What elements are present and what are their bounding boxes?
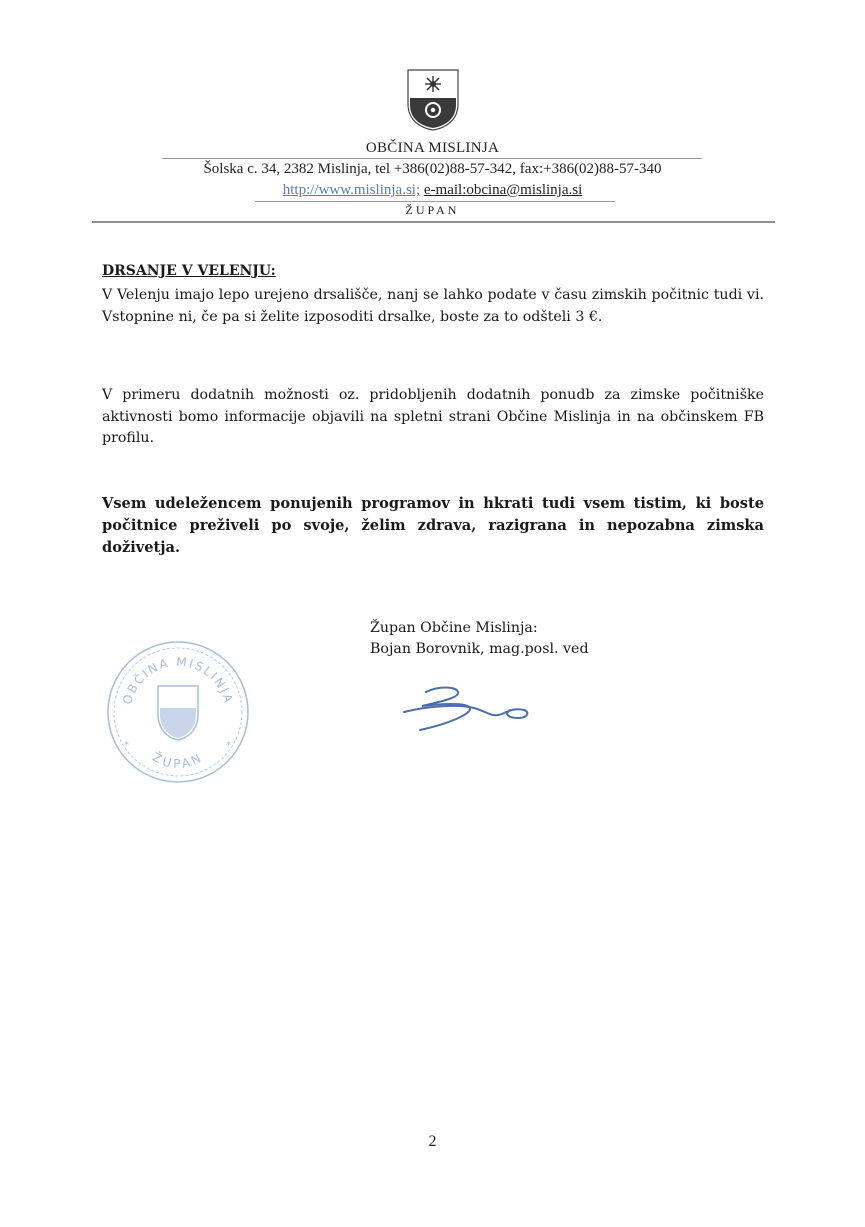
closing-paragraph: Vsem udeležencem ponujenih programov in hkrati tudi vsem tistim, ki boste počitnice preživeli po svoje, želim zdrava, razigrana in nepozabna zimska doživetja.: [102, 495, 764, 556]
municipality-address: Šolska c. 34, 2382 Mislinja, tel +386(02)88-57-342, fax:+386(02)88-57-340: [203, 161, 662, 177]
coat-of-arms-icon: [406, 68, 460, 132]
svg-text:*: *: [226, 740, 231, 751]
email-link[interactable]: e-mail:obcina@mislinja.si: [423, 182, 583, 198]
signatory-name: Bojan Borovnik, mag.posl. ved: [370, 641, 589, 657]
header-divider: [255, 201, 615, 202]
signatory-title: Župan Občine Mislinja:: [370, 620, 538, 636]
stamp-bottom-text: ŽUPAN: [150, 749, 206, 771]
website-link[interactable]: http://www.mislinja.si;: [282, 182, 421, 198]
header-divider: [162, 158, 702, 159]
municipality-name: OBČINA MISLINJA: [365, 140, 500, 156]
svg-text:ŽUPAN: [150, 749, 206, 771]
skating-paragraph: V Velenju imajo lepo urejeno drsališče, nanj se lahko podate v času zimskih počitnic tudi vi. Vstopnine ni, če pa si želite izposoditi drsalke, boste za to odšteli 3 €.: [102, 287, 764, 325]
stamp-top-text: OBČINA MISLINJA: [119, 654, 236, 706]
contact-line: [0, 182, 865, 199]
official-stamp: [100, 636, 256, 786]
office-role: ŽUPAN: [405, 203, 460, 217]
header-bottom-rule: [92, 221, 775, 223]
handwritten-signature: [398, 680, 538, 736]
svg-text:*: *: [124, 740, 129, 751]
section-title: DRSANJE V VELENJU:: [102, 263, 276, 279]
page-number: 2: [428, 1133, 437, 1150]
info-paragraph: V primeru dodatnih možnosti oz. pridobljenih dodatnih ponudb za zimske počitniške aktivnosti bomo informacije objavili na spletni strani Občine Mislinja in na občinskem FB profilu.: [102, 387, 764, 446]
